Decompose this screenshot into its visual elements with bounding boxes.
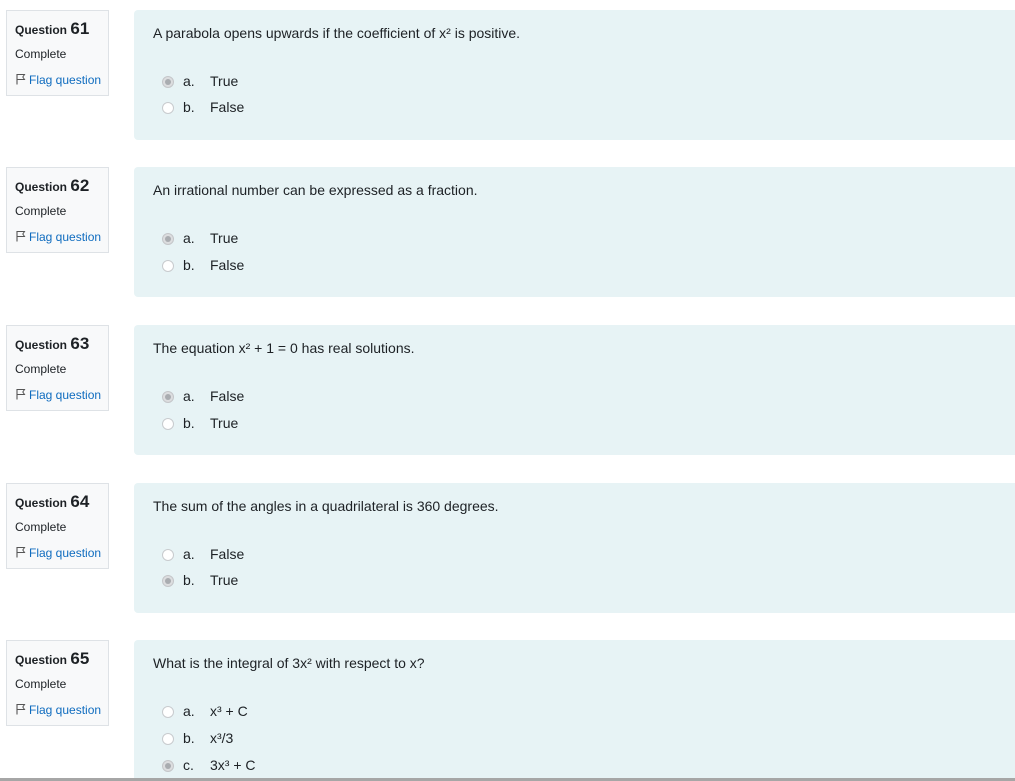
question-number-value: 65 — [70, 649, 90, 668]
answer-option-a[interactable] — [162, 73, 462, 93]
question-text: The sum of the angles in a quadrilateral is 360 degrees. — [153, 498, 499, 514]
answer-letter: a. — [183, 388, 195, 404]
question-state: Complete — [15, 47, 67, 61]
answer-option-b[interactable] — [162, 99, 462, 119]
question-info — [6, 10, 109, 96]
question-label: Question — [15, 653, 68, 667]
answer-text: True — [210, 73, 239, 89]
radio-button[interactable] — [162, 102, 174, 114]
answer-text: x³/3 — [210, 730, 234, 746]
flag-question-button[interactable] — [15, 546, 101, 560]
radio-button[interactable] — [162, 233, 174, 245]
question-info — [6, 640, 109, 726]
radio-button[interactable] — [162, 418, 174, 430]
flag-question-button[interactable] — [15, 230, 101, 244]
question-content — [134, 640, 1015, 781]
question-info — [6, 325, 109, 411]
question-info — [6, 167, 109, 253]
question-number-value: 61 — [70, 19, 90, 38]
answer-text: False — [210, 99, 245, 115]
question-number — [15, 176, 89, 196]
question-number — [15, 19, 89, 39]
answer-text: True — [210, 230, 239, 246]
answer-letter: b. — [183, 572, 195, 588]
answer-letter: a. — [183, 230, 195, 246]
question-number-value: 64 — [70, 492, 90, 511]
question-number — [15, 649, 89, 669]
answer-text: x³ + C — [210, 703, 248, 719]
radio-button[interactable] — [162, 260, 174, 272]
answer-letter: b. — [183, 730, 195, 746]
flag-icon — [15, 388, 27, 400]
flag-icon — [15, 230, 27, 242]
answer-letter: b. — [183, 415, 195, 431]
flag-question-label: Flag question — [29, 230, 102, 244]
question-number-value: 63 — [70, 334, 90, 353]
answer-letter: c. — [183, 757, 194, 773]
answer-option-b[interactable] — [162, 730, 462, 750]
flag-question-button[interactable] — [15, 388, 101, 402]
flag-icon — [15, 73, 27, 85]
answer-text: True — [210, 572, 239, 588]
answer-text: True — [210, 415, 239, 431]
answer-letter: a. — [183, 73, 195, 89]
answer-option-a[interactable] — [162, 703, 462, 723]
question-content — [134, 483, 1015, 613]
question-label: Question — [15, 338, 68, 352]
question-62 — [0, 167, 1015, 297]
question-state: Complete — [15, 204, 67, 218]
radio-button[interactable] — [162, 733, 174, 745]
question-state: Complete — [15, 677, 67, 691]
radio-button[interactable] — [162, 575, 174, 587]
answer-text: False — [210, 257, 245, 273]
question-label: Question — [15, 23, 68, 37]
answer-option-a[interactable] — [162, 388, 462, 408]
question-65 — [0, 640, 1015, 781]
question-content — [134, 167, 1015, 297]
radio-button[interactable] — [162, 549, 174, 561]
answer-option-a[interactable] — [162, 230, 462, 250]
question-state: Complete — [15, 362, 67, 376]
radio-button[interactable] — [162, 760, 174, 772]
question-number-value: 62 — [70, 176, 90, 195]
answer-option-b[interactable] — [162, 257, 462, 277]
flag-question-button[interactable] — [15, 73, 101, 87]
flag-icon — [15, 703, 27, 715]
question-info — [6, 483, 109, 569]
question-label: Question — [15, 180, 68, 194]
answer-text: 3x³ + C — [210, 757, 256, 773]
answer-letter: b. — [183, 257, 195, 273]
question-state: Complete — [15, 520, 67, 534]
flag-icon — [15, 546, 27, 558]
flag-question-label: Flag question — [29, 388, 102, 402]
question-label: Question — [15, 496, 68, 510]
flag-question-label: Flag question — [29, 73, 102, 87]
radio-button[interactable] — [162, 391, 174, 403]
question-text: An irrational number can be expressed as a fraction. — [153, 182, 478, 198]
flag-question-label: Flag question — [29, 703, 102, 717]
answer-letter: a. — [183, 546, 195, 562]
question-text: What is the integral of 3x² with respect to x? — [153, 655, 425, 671]
question-61 — [0, 10, 1015, 140]
answer-option-b[interactable] — [162, 572, 462, 592]
question-number — [15, 334, 89, 354]
answer-letter: a. — [183, 703, 195, 719]
question-number — [15, 492, 89, 512]
question-64 — [0, 483, 1015, 613]
question-text: The equation x² + 1 = 0 has real solutions. — [153, 340, 415, 356]
radio-button[interactable] — [162, 706, 174, 718]
question-content — [134, 10, 1015, 140]
flag-question-button[interactable] — [15, 703, 101, 717]
answer-option-a[interactable] — [162, 546, 462, 566]
radio-button[interactable] — [162, 76, 174, 88]
question-63 — [0, 325, 1015, 455]
answer-text: False — [210, 546, 245, 562]
question-content — [134, 325, 1015, 455]
answer-letter: b. — [183, 99, 195, 115]
flag-question-label: Flag question — [29, 546, 102, 560]
question-text: A parabola opens upwards if the coefficient of x² is positive. — [153, 25, 521, 41]
answer-text: False — [210, 388, 245, 404]
answer-option-c[interactable] — [162, 757, 462, 777]
answer-option-b[interactable] — [162, 415, 462, 435]
